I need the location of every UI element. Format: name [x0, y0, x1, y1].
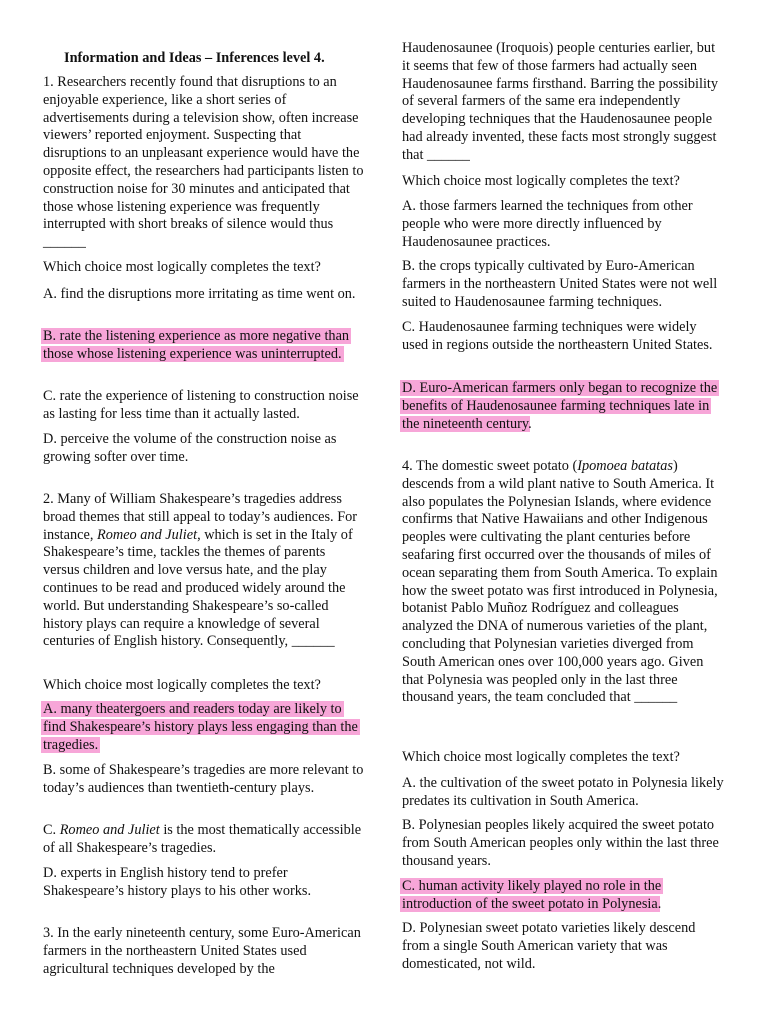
question-2-option-b: B. some of Shakespeare’s tragedies are more relevant to today’s audiences than twentieth-century plays. [43, 762, 364, 796]
question-1-option-d: D. perceive the volume of the construction noise as growing softer over time. [43, 431, 337, 465]
question-2-option-c-title: Romeo and Juliet [59, 822, 160, 838]
highlighted-answer: B. rate the listening experience as more negative than those whose listening experience was uninterrupted. [43, 328, 350, 362]
question-3-prompt: Which choice most logically completes the text? [402, 173, 680, 189]
question-2-option-c-start: C. [43, 822, 60, 838]
question-3-stem-continued: Haudenosaunee (Iroquois) people centuries earlier, but it seems that few of those farmers had actually seen Haudenosaunee farms firsthand. Barring the possibility of several farmers of the same era independently developing techniques that the Haudenosaunee people had already invented, these facts most strongly suggest that ______ [402, 40, 719, 163]
question-1-stem: 1. Researchers recently found that disruptions to an enjoyable experience, like a short series of advertisements during a television show, often increase viewers’ reported enjoyment. Suspecting that disruptions to an unpleasant experience would have the opposite effect, the researchers had participants listen to construction noise for 30 minutes and anticipated that those whose listening experience was frequently interrupted with short breaks of silence would thus ______ [43, 74, 364, 251]
page-title: Information and Ideas – Inferences level 4. [64, 50, 325, 66]
highlighted-answer: C. human activity likely played no role in the introduction of the sweet potato in Polynesia [402, 878, 662, 912]
highlighted-answer: D. Euro-American farmers only began to recognize the benefits of Haudenosaunee farming techniques late in the nineteenth century [402, 380, 718, 432]
question-4-option-a: A. the cultivation of the sweet potato in Polynesia likely predates its cultivation in South America. [402, 775, 724, 809]
question-4-option-c [402, 878, 724, 914]
question-4-option-b: B. Polynesian peoples likely acquired the sweet potato from South American peoples only within the last three thousand years. [402, 817, 719, 869]
question-4-stem-end: ) descends from a wild plant native to South America. It also populates the Polynesian Islands, where evidence confirms that Native Hawaiians and other Indigenous peoples were cultivating the plant centuries before seafaring first occurred over the thousands of miles of ocean separating them from South America. To explain how the sweet potato was first introduced in Polynesia, botanist Pablo Muñoz Rodríguez and colleagues analyzed the DNA of numerous varieties of the plant, concluding that Polynesian varieties diverged from South American ones over 100,000 years ago. Given that Polynesia was peopled only in the last three thousand years, the team concluded that ______ [402, 458, 718, 706]
question-2-stem-end: , which is set in the Italy of Shakespeare’s time, tackles the themes of parents versus children and love versus hate, and the play continues to be read and produced widely around the world. But understanding Shakespeare’s so-called history plays can require a knowledge of several centuries of English history. Consequently, ______ [43, 526, 353, 650]
question-4-species-name: Ipomoea batatas [577, 458, 673, 474]
question-3-option-a: A. those farmers learned the techniques from other people who were more directly influenced by Haudenosaunee practices. [402, 198, 693, 250]
question-2-option-c [43, 822, 365, 858]
question-4-stem-start: 4. The domestic sweet potato ( [402, 458, 578, 474]
question-3-option-b: B. the crops typically cultivated by Euro-American farmers in the northeastern United States were not well suited to Haudenosaunee farming techniques. [402, 258, 718, 310]
question-4-option-d: D. Polynesian sweet potato varieties likely descend from a single South American variety that was domesticated, not wild. [402, 920, 696, 972]
question-2-option-d: D. experts in English history tend to prefer Shakespeare’s history plays to his other works. [43, 865, 312, 899]
question-1-prompt: Which choice most logically completes the text? [43, 259, 321, 275]
question-2-option-c-end: is the most thematically accessible of all Shakespeare’s tragedies. [43, 822, 362, 856]
question-2-prompt: Which choice most logically completes the text? [43, 677, 321, 693]
question-4-prompt: Which choice most logically completes the text? [402, 749, 680, 765]
question-3-option-d-period: . [528, 415, 532, 432]
question-2-stem-title: Romeo and Juliet [97, 526, 198, 543]
question-4-option-c-period: . [657, 895, 662, 912]
question-2-stem-start: 2. Many of William Shakespeare’s tragedies address broad themes that still appeal to today’s audiences. For instance, [43, 491, 358, 543]
question-2-stem [43, 491, 365, 651]
question-3-stem-start: 3. In the early nineteenth century, some Euro-American farmers in the northeastern United States used agricultural techniques developed by the [43, 925, 361, 977]
question-1-option-b [43, 328, 365, 364]
question-2-option-a [43, 701, 365, 754]
question-1-option-a: A. find the disruptions more irritating as time went on. [43, 286, 356, 302]
question-4-stem [402, 458, 724, 707]
question-3-option-c: C. Haudenosaunee farming techniques were widely used in regions outside the northeastern United States. [402, 319, 713, 353]
question-3-option-d [402, 380, 724, 433]
question-1-option-c: C. rate the experience of listening to construction noise as lasting for less time than it actually lasted. [43, 388, 359, 422]
highlighted-answer: A. many theatergoers and readers today are likely to find Shakespeare’s history plays less engaging than the tragedies. [43, 701, 358, 753]
